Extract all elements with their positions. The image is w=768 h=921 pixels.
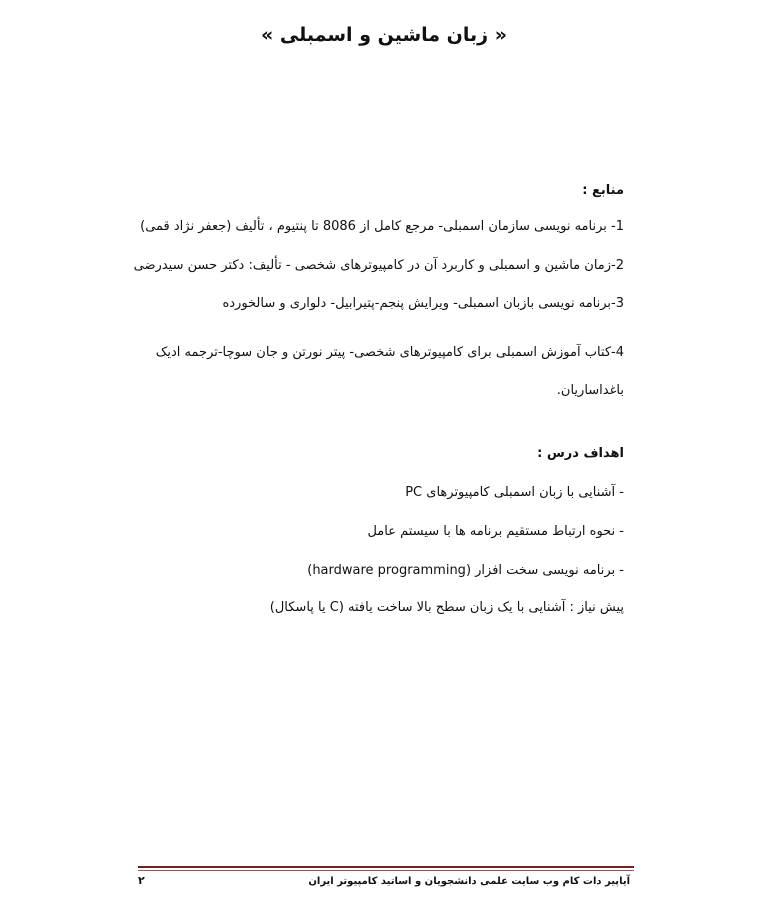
footer-text: آیاپیر دات کام وب سایت علمی دانشجویان و اساتید کامپیوتر ایران: [308, 876, 630, 887]
goal-item-2: - نحوه ارتباط مستقیم برنامه ها با سیستم عامل: [367, 524, 624, 539]
goal-item-1: - آشنایی با زبان اسمبلی کامپیوترهای PC: [405, 485, 624, 500]
source-item-2: 2-زمان ماشین و اسمبلی و کاربرد آن در کامپیوترهای شخصی - تألیف: دکتر حسن سیدرضی: [133, 258, 624, 273]
goal-item-3: - برنامه نویسی سخت افزار (hardware programming): [307, 563, 624, 578]
source-item-4: 4-کتاب آموزش اسمبلی برای کامپیوترهای شخصی- پیتر نورتن و جان سوچا-ترجمه ادیک باغداساریان.: [155, 345, 624, 398]
page-number: ۲: [138, 874, 145, 887]
page-title: « زبان ماشین و اسمبلی »: [261, 24, 507, 46]
source-item-3: 3-برنامه نویسی بازبان اسمبلی- ویرایش پنجم-پتیرابیل- دلواری و سالخورده: [222, 296, 624, 311]
footer-rule: [138, 866, 634, 868]
source-item-1: 1- برنامه نویسی سازمان اسمبلی- مرجع کامل از 8086 تا پنتیوم ، تألیف (جعفر نژاد قمی): [140, 219, 624, 234]
sources-heading: منابع :: [582, 183, 624, 198]
footer-rule-thin: [138, 870, 634, 871]
prerequisite-line: پیش نیاز : آشنایی با یک زبان سطح بالا ساخت یافته (C یا پاسکال): [269, 600, 624, 615]
goals-heading: اهداف درس :: [537, 446, 624, 461]
